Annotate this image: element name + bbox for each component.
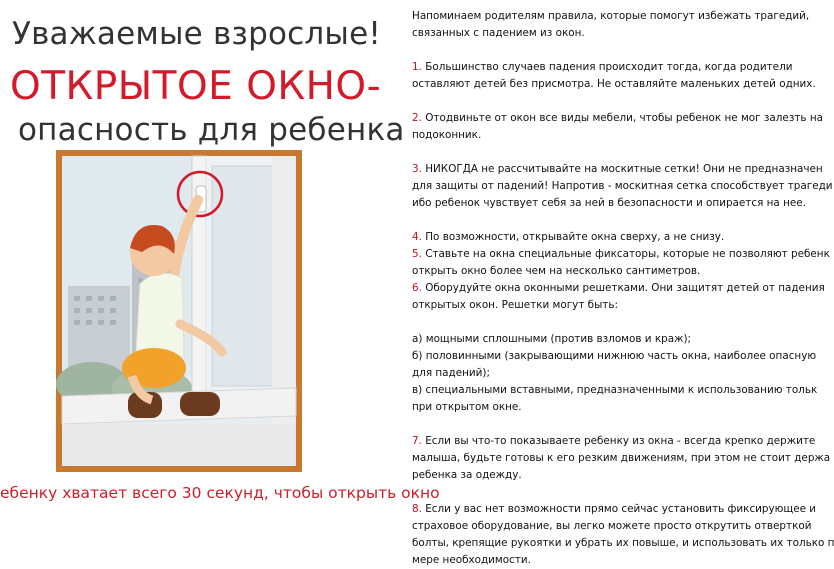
grille-item: при открытом окне. — [412, 401, 522, 413]
rule-line: Если вы что-то показываете ребенку из окна - всегда крепко держите — [421, 435, 816, 447]
intro-line: Напоминаем родителям правила, которые помогут избежать трагедий, — [412, 10, 810, 22]
rule-line: болты, крепящие рукоятки и убрать их повыше, и использовать их только п — [412, 537, 834, 549]
rule-line: ибо ребенок чувствует себя за ней в безопасности и опирается на нее. — [412, 197, 806, 209]
rule-2 — [412, 110, 823, 127]
rule-line: Большинство случаев падения происходит тогда, когда родители — [421, 61, 793, 73]
rule-1 — [412, 59, 800, 76]
rule-line: открытых окон. Решетки могут быть: — [412, 299, 618, 311]
rules-text — [412, 8, 834, 566]
rule-7 — [412, 433, 816, 450]
rule-8 — [412, 501, 817, 518]
rule-4 — [412, 229, 800, 246]
rule-line: мере необходимости. — [412, 554, 531, 566]
rule-line: Если у вас нет возможности прямо сейчас установить фиксирующее и — [421, 503, 817, 515]
poster-footer: ебенку хватает всего 30 секунд, чтобы открыть окно — [0, 484, 440, 502]
rule-6 — [412, 280, 825, 297]
child-window-illustration — [56, 150, 302, 472]
rule-number: 3. — [412, 163, 422, 175]
rule-line: Оборудуйте окна оконными решетками. Они защитят детей от падения — [421, 282, 825, 294]
rule-line: ребенка за одежду. — [412, 469, 522, 481]
rule-number: 1. — [412, 61, 422, 73]
rule-line: подоконник. — [412, 129, 482, 141]
grille-item: для падений); — [412, 367, 490, 379]
poster-subtitle: опасность для ребенка — [18, 112, 405, 148]
rule-number: 7. — [412, 435, 422, 447]
grille-item: в) специальными вставными, предназначенными к использованию тольк — [412, 384, 818, 396]
rule-number: 8. — [412, 503, 422, 515]
rule-line: страховое оборудование, вы легко можете просто открутить отверткой — [412, 520, 812, 532]
poster-title: ОТКРЫТОЕ ОКНО- — [10, 64, 382, 109]
rule-line: Ставьте на окна специальные фиксаторы, которые не позволяют ребенк — [421, 248, 830, 260]
rule-line: Отодвиньте от окон все виды мебели, чтобы ребенок не мог залезть на — [421, 112, 823, 124]
rule-number: 5. — [412, 248, 422, 260]
intro-line: связанных с падением из окон. — [412, 27, 585, 39]
poster-greeting: Уважаемые взрослые! — [12, 16, 381, 52]
rule-5 — [412, 246, 830, 263]
safety-poster — [0, 0, 440, 533]
rule-number: 6. — [412, 282, 422, 294]
rule-3 — [412, 161, 823, 178]
rule-line: оставляют детей без присмотра. Не оставляйте маленьких детей одних. — [412, 78, 816, 90]
rule-line: открыть окно более чем на несколько сантиметров. — [412, 265, 701, 277]
rule-line: малыша, будьте готовы к его резким движениям, при этом не стоит держа — [412, 452, 831, 464]
rule-line: По возможности, открывайте окна сверху, а не снизу. — [421, 231, 725, 243]
rule-line: для защиты от падений! Напротив - москитная сетка способствует трагеди — [412, 180, 833, 192]
grille-item: б) половинными (закрывающими нижнюю часть окна, наиболее опасную — [412, 350, 817, 362]
child-reaching-window-handle-icon — [62, 156, 296, 466]
grille-item: а) мощными сплошными (против взломов и краж); — [412, 333, 692, 345]
rule-number: 4. — [412, 231, 422, 243]
rule-line: НИКОГДА не рассчитывайте на москитные сетки! Они не предназначен — [421, 163, 823, 175]
rule-number: 2. — [412, 112, 422, 124]
